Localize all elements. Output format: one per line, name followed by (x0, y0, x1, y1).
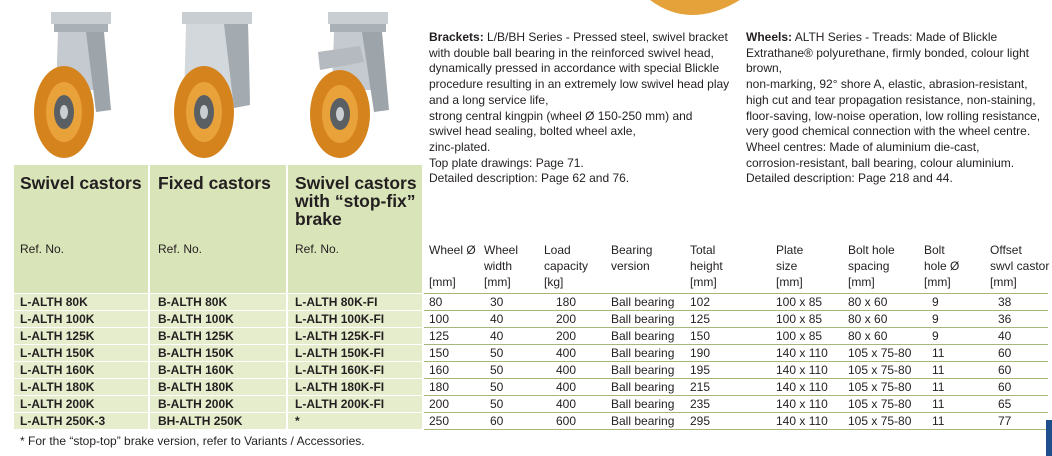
column-header-line (429, 258, 479, 274)
cell-plate: 140 x 110 (776, 414, 828, 428)
cell-bolt: 105 x 75-80 (848, 363, 912, 377)
cell-bolt: 105 x 75-80 (848, 397, 912, 411)
column-header (690, 242, 770, 290)
ref-number-brake: L-ALTH 80K-FI (295, 295, 378, 309)
cell-hole: 11 (932, 346, 945, 360)
column-header (924, 242, 984, 290)
cell-load: 180 (556, 295, 577, 309)
cell-offset: 60 (998, 363, 1012, 377)
cell-hole: 11 (932, 397, 945, 411)
brackets-label: Brackets: (429, 30, 484, 44)
ref-number-brake: L-ALTH 200K-FI (295, 397, 385, 411)
cell-bearing: Ball bearing (611, 329, 675, 343)
column-header-line: Wheel (484, 243, 519, 257)
column-header (990, 242, 1052, 290)
cell-height: 215 (690, 380, 711, 394)
cell-d: 100 (429, 312, 450, 326)
column-header-line: hole Ø (924, 259, 960, 273)
fixed-ref-label: Ref. No. (158, 242, 203, 256)
cell-plate: 100 x 85 (776, 295, 823, 309)
row-bg (288, 413, 422, 429)
fixed-castors-title: Fixed castors (158, 173, 271, 193)
wheels-label: Wheels: (746, 30, 793, 44)
cell-load: 400 (556, 363, 577, 377)
column-header-line: Offset (990, 243, 1022, 257)
ref-number-fixed: B-ALTH 125K (158, 329, 234, 343)
cell-d: 80 (429, 295, 443, 309)
ref-number-swivel: L-ALTH 180K (20, 380, 95, 394)
cell-hole: 9 (932, 329, 939, 343)
wheels-description: Wheels: ALTH Series - Treads: Made of Blickle Extrathane® polyurethane, firmly bonded, colour light brown, non-marking, 92° shore A, elastic, abrasion-resistant, high cut and tear propagation resistance, non-staining, floor-saving, low-noise operation, low rolling resistance, very good chemical connection with the wheel centre. Wheel centres: Made of aluminium die-cast, corrosion-resistant, ball bearing, colour aluminium. Detailed description: Page 218 and 44. (746, 30, 1041, 186)
column-header-line: [mm] (990, 275, 1017, 289)
cell-w: 30 (490, 295, 504, 309)
column-header-line: swvl castor (990, 259, 1050, 273)
cell-bearing: Ball bearing (611, 414, 675, 428)
table-row (0, 362, 1052, 379)
footnote: * For the “stop-top” brake version, refer to Variants / Accessories. (20, 434, 365, 448)
brake-castors-title: Swivel castors with “stop-fix” brake (295, 173, 417, 229)
cell-load: 200 (556, 312, 577, 326)
cell-bearing: Ball bearing (611, 346, 675, 360)
ref-number-fixed: B-ALTH 180K (158, 380, 234, 394)
cell-hole: 9 (932, 312, 939, 326)
cell-d: 180 (429, 380, 450, 394)
ref-number-fixed: BH-ALTH 250K (158, 414, 243, 428)
cell-height: 102 (690, 295, 711, 309)
row-divider (424, 429, 1048, 430)
cell-offset: 60 (998, 380, 1012, 394)
ref-number-swivel: L-ALTH 100K (20, 312, 95, 326)
cell-bolt: 80 x 60 (848, 295, 888, 309)
ref-number-brake: L-ALTH 100K-FI (295, 312, 385, 326)
column-header (848, 242, 920, 290)
column-header (429, 242, 479, 290)
cell-offset: 65 (998, 397, 1012, 411)
cell-offset: 77 (998, 414, 1012, 428)
ref-number-swivel: L-ALTH 80K (20, 295, 88, 309)
column-header-line: width (484, 259, 513, 273)
table-row (0, 345, 1052, 362)
ref-number-brake: * (295, 414, 300, 428)
cell-w: 50 (490, 363, 504, 377)
cell-height: 190 (690, 346, 711, 360)
ref-number-brake: L-ALTH 150K-FI (295, 346, 385, 360)
cell-load: 400 (556, 380, 577, 394)
column-header-line: Bolt hole (848, 243, 895, 257)
ref-number-fixed: B-ALTH 150K (158, 346, 234, 360)
cell-d: 200 (429, 397, 450, 411)
column-header-line: Bolt (924, 243, 945, 257)
table-row (0, 294, 1052, 311)
cell-bolt: 105 x 75-80 (848, 380, 912, 394)
cell-offset: 40 (998, 329, 1012, 343)
column-header-line: Plate (776, 243, 804, 257)
cell-d: 125 (429, 329, 450, 343)
cell-plate: 140 x 110 (776, 397, 828, 411)
ref-number-swivel: L-ALTH 125K (20, 329, 95, 343)
column-header-line: spacing (848, 259, 890, 273)
ref-number-brake: L-ALTH 125K-FI (295, 329, 385, 343)
cell-height: 125 (690, 312, 711, 326)
cell-bearing: Ball bearing (611, 363, 675, 377)
table-row (0, 413, 1052, 430)
swivel-castor-image (16, 0, 146, 165)
fixed-castor-image (152, 0, 282, 165)
cell-d: 160 (429, 363, 450, 377)
cell-d: 150 (429, 346, 450, 360)
column-header-line: Load (544, 243, 571, 257)
brake-ref-label: Ref. No. (295, 242, 340, 256)
column-header-line: capacity (544, 259, 589, 273)
column-header-line: Wheel Ø (429, 243, 476, 257)
column-header-line (611, 274, 685, 290)
cell-bolt: 80 x 60 (848, 312, 888, 326)
ref-number-fixed: B-ALTH 160K (158, 363, 234, 377)
column-header-line: [kg] (544, 275, 564, 289)
column-header (544, 242, 606, 290)
table-row (0, 328, 1052, 345)
cell-load: 200 (556, 329, 577, 343)
column-header-line: [mm] (690, 275, 717, 289)
cell-plate: 140 x 110 (776, 363, 828, 377)
swivel-castors-title: Swivel castors (20, 173, 142, 193)
cell-hole: 11 (932, 380, 945, 394)
cell-bearing: Ball bearing (611, 397, 675, 411)
ref-number-brake: L-ALTH 180K-FI (295, 380, 385, 394)
column-header (776, 242, 842, 290)
page-tab-marker (1046, 420, 1052, 456)
cell-height: 195 (690, 363, 711, 377)
ref-number-fixed: B-ALTH 80K (158, 295, 228, 309)
ref-number-swivel: L-ALTH 160K (20, 363, 95, 377)
cell-w: 50 (490, 397, 504, 411)
cell-plate: 100 x 85 (776, 329, 823, 343)
cell-bearing: Ball bearing (611, 295, 675, 309)
cell-w: 40 (490, 329, 504, 343)
cell-height: 295 (690, 414, 711, 428)
cell-bearing: Ball bearing (611, 312, 675, 326)
cell-bolt: 80 x 60 (848, 329, 888, 343)
table-row (0, 379, 1052, 396)
cell-offset: 38 (998, 295, 1012, 309)
column-header-line: size (776, 259, 798, 273)
cell-w: 60 (490, 414, 504, 428)
column-header-line: [mm] (924, 275, 951, 289)
cell-w: 50 (490, 380, 504, 394)
cell-load: 400 (556, 397, 577, 411)
cell-bolt: 105 x 75-80 (848, 414, 912, 428)
table-row (0, 396, 1052, 413)
cell-plate: 140 x 110 (776, 346, 828, 360)
ref-number-swivel: L-ALTH 200K (20, 397, 95, 411)
cell-plate: 140 x 110 (776, 380, 828, 394)
ref-number-fixed: B-ALTH 100K (158, 312, 234, 326)
brake-castor-image (290, 0, 420, 165)
swivel-ref-label: Ref. No. (20, 242, 65, 256)
cell-load: 600 (556, 414, 577, 428)
cell-w: 40 (490, 312, 504, 326)
ref-number-brake: L-ALTH 160K-FI (295, 363, 385, 377)
column-header-line: [mm] (848, 275, 875, 289)
column-header (611, 242, 685, 290)
cell-w: 50 (490, 346, 504, 360)
cell-plate: 100 x 85 (776, 312, 823, 326)
column-header-line: Total (690, 243, 716, 257)
cell-bearing: Ball bearing (611, 380, 675, 394)
column-header-line: version (611, 259, 650, 273)
cell-offset: 36 (998, 312, 1012, 326)
cell-hole: 11 (932, 414, 945, 428)
cell-load: 400 (556, 346, 577, 360)
cell-height: 235 (690, 397, 711, 411)
table-row (0, 311, 1052, 328)
ref-number-swivel: L-ALTH 150K (20, 346, 95, 360)
cell-bolt: 105 x 75-80 (848, 346, 912, 360)
cell-hole: 9 (932, 295, 939, 309)
brackets-description: Brackets: L/B/BH Series - Pressed steel, swivel bracket with double ball bearing in the reinforced swivel head, dynamically pressed in accordance with special Blickle procedure resulting in an extremely low swivel head play and a long service life, strong central kingpin (wheel Ø 150-250 mm) and swivel head sealing, bolted wheel axle, zinc-plated. Top plate drawings: Page 71. Detailed description: Page 62 and 76. (429, 30, 730, 186)
cell-d: 250 (429, 414, 450, 428)
column-header-line: height (690, 259, 723, 273)
ref-number-fixed: B-ALTH 200K (158, 397, 234, 411)
column-header-line: [mm] (484, 275, 511, 289)
cell-offset: 60 (998, 346, 1012, 360)
column-header-line: [mm] (776, 275, 803, 289)
cell-height: 150 (690, 329, 711, 343)
ref-number-swivel: L-ALTH 250K-3 (20, 414, 106, 428)
wheel-image-partial (640, 0, 750, 24)
column-header-line: Bearing (611, 243, 653, 257)
column-header-line: [mm] (429, 275, 456, 289)
cell-hole: 11 (932, 363, 945, 377)
column-header (484, 242, 540, 290)
